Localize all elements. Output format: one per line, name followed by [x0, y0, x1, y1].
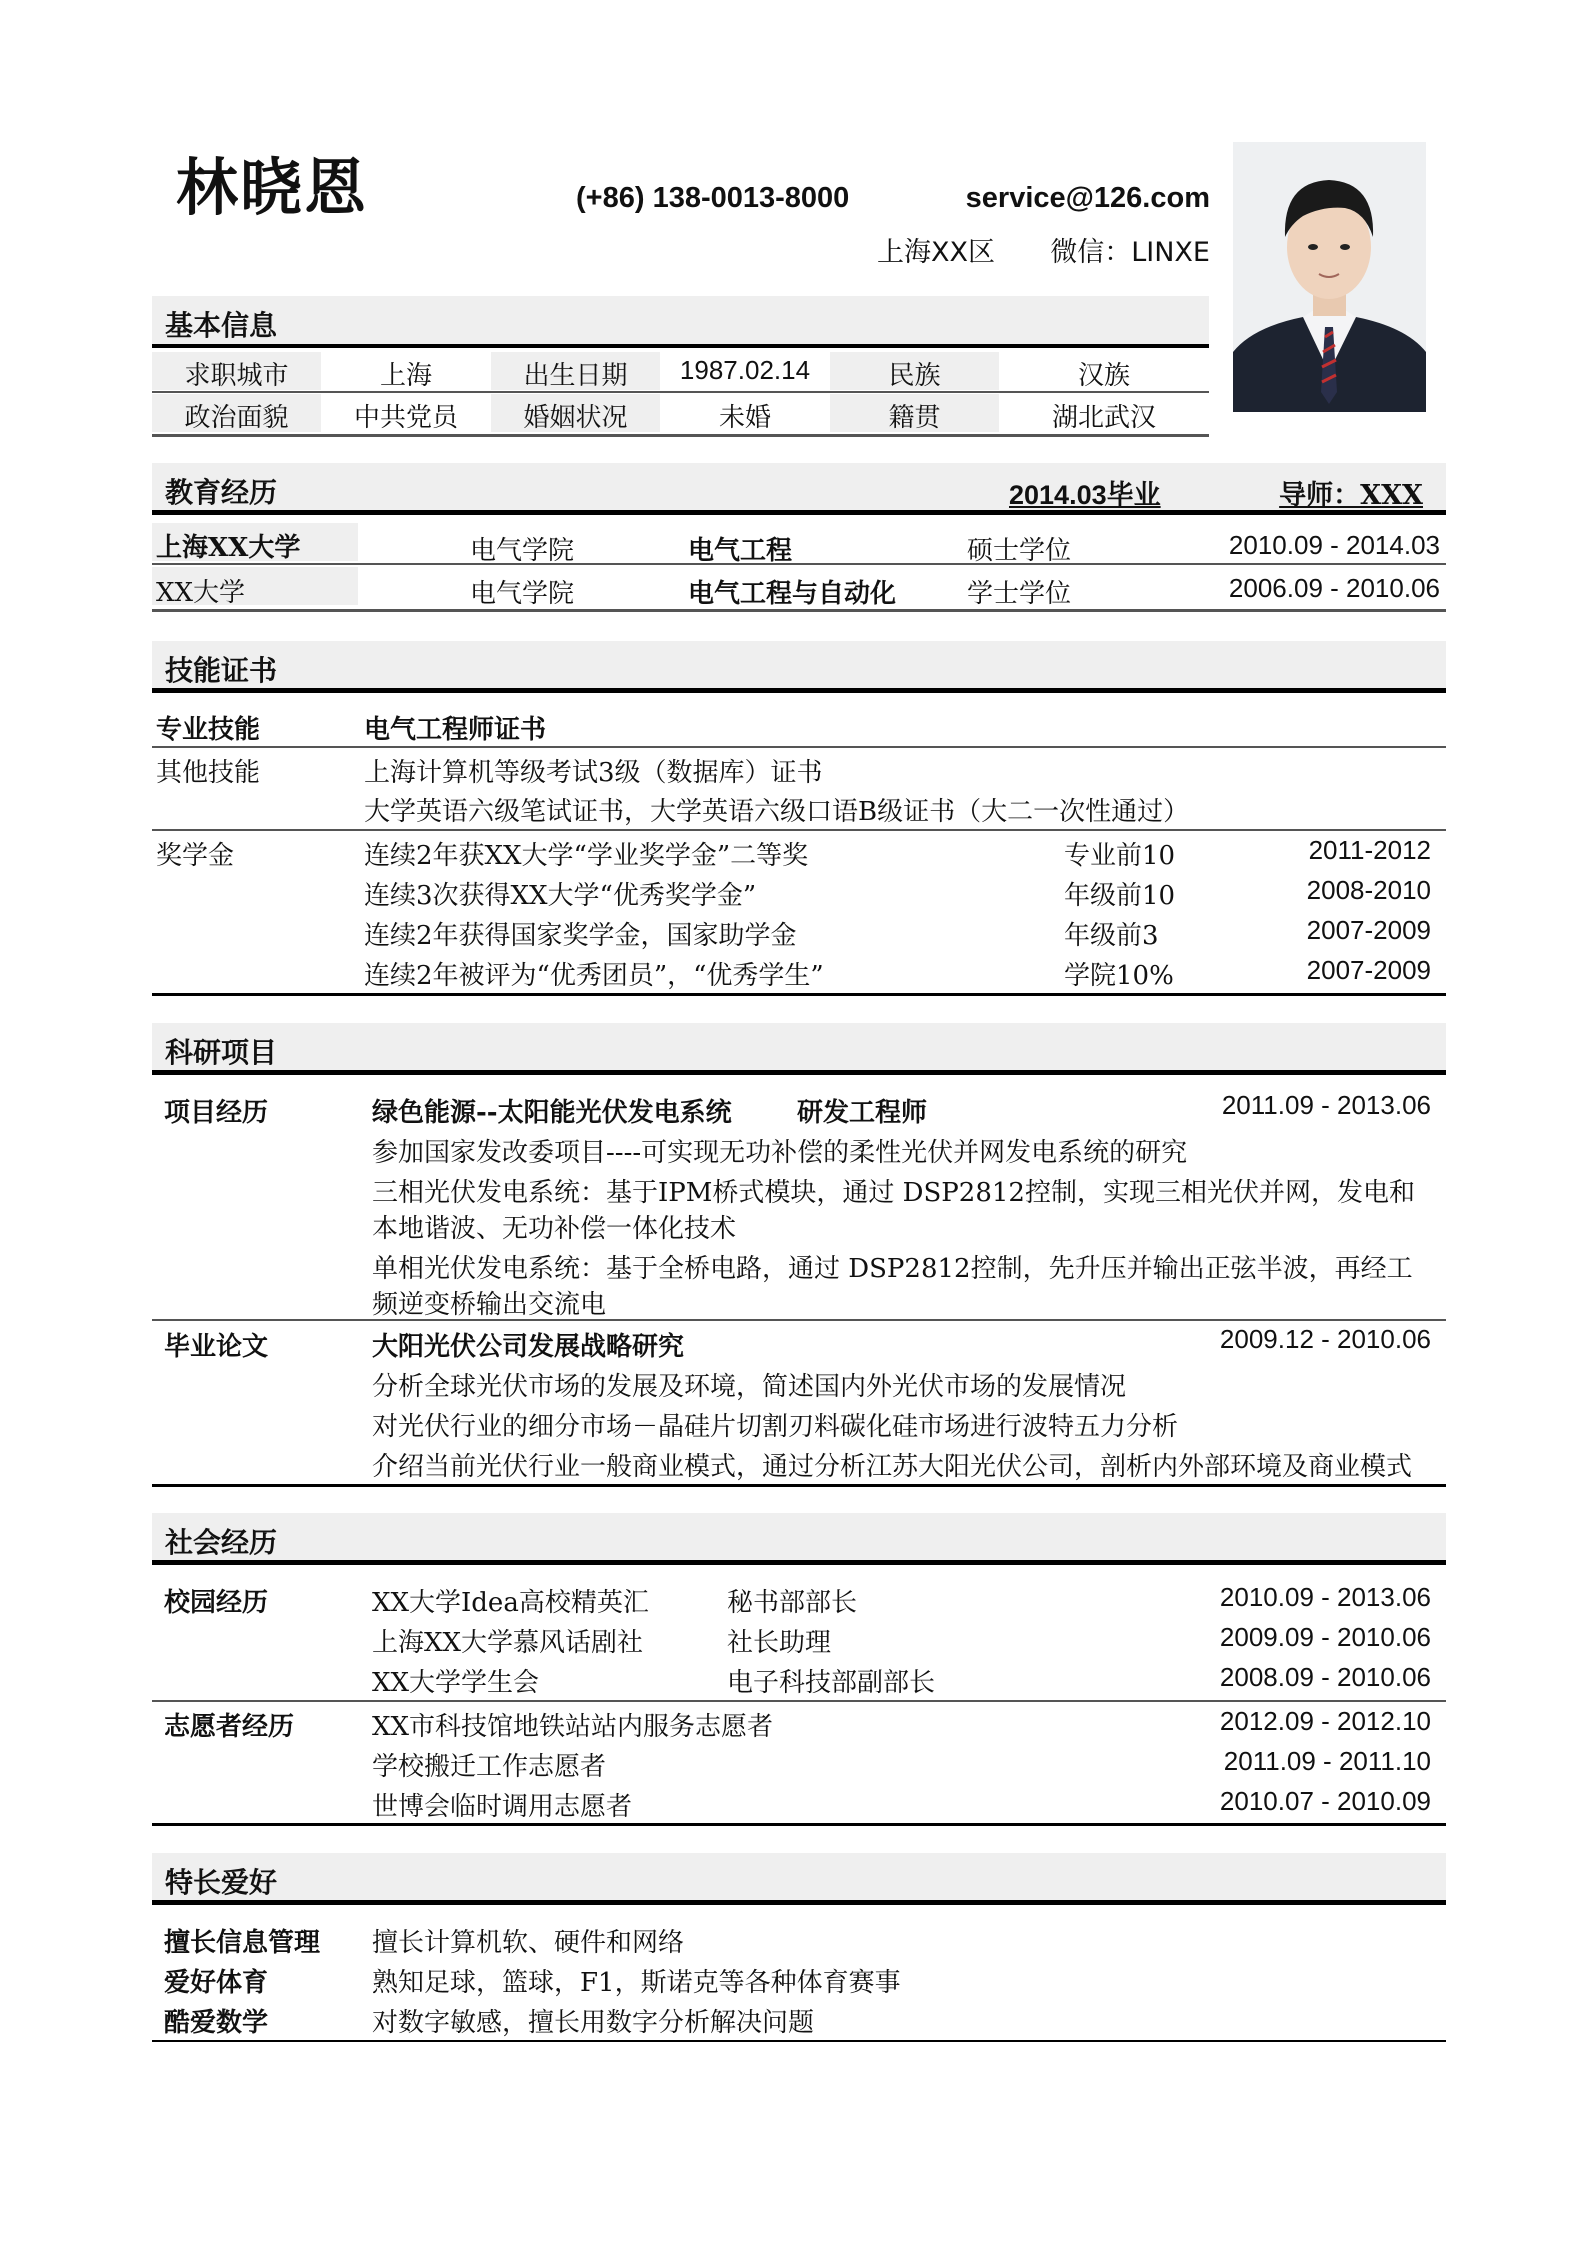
project-role: 研发工程师 [797, 1098, 928, 1128]
scholarship-desc: 连续2年获XX大学“学业奖学金”二等奖 [364, 841, 809, 871]
basic-info-header [152, 296, 1209, 348]
hobby-value: 擅长计算机软、硬件和网络 [372, 1928, 685, 1958]
edu-school: 上海XX大学 [156, 533, 301, 563]
research-header [152, 1023, 1446, 1075]
hobbies-header [152, 1853, 1446, 1905]
skill-other-item: 大学英语六级笔试证书，大学英语六级口语B级证书（大二一次性通过） [364, 797, 1190, 827]
skill-other-item: 上海计算机等级考试3级（数据库）证书 [364, 758, 823, 788]
thesis-name: 大阳光伏公司发展战略研究 [372, 1332, 685, 1362]
profile-photo [1233, 142, 1426, 412]
skills-header [152, 641, 1446, 693]
section-title: 社会经历 [165, 1526, 278, 1559]
skill-pro-value: 电气工程师证书 [364, 715, 547, 745]
basic-value-birth: 1987.02.14 [679, 355, 811, 385]
project-line: 本地谐波、无功补偿一体化技术 [372, 1214, 737, 1244]
basic-value-hometown: 湖北武汉 [1051, 403, 1156, 433]
scholarship-rank: 学院10% [1064, 961, 1174, 991]
project-name: 绿色能源--太阳能光伏发电系统 [372, 1098, 732, 1128]
candidate-name: 林晓恩 [176, 151, 369, 224]
scholarship-rank: 年级前10 [1064, 881, 1176, 911]
project-line: 单相光伏发电系统：基于全桥电路，通过 DSP2812控制，先升压并输出正弦半波，再经工 [372, 1254, 1413, 1284]
address: 上海XX区 [877, 237, 995, 268]
campus-role: 社长助理 [727, 1628, 832, 1658]
hobby-label: 擅长信息管理 [164, 1928, 321, 1958]
scholarship-years: 2008-2010 [1306, 875, 1431, 905]
campus-date: 2010.09 - 2013.06 [1219, 1582, 1431, 1612]
project-line: 三相光伏发电系统：基于IPM桥式模块，通过 DSP2812控制，实现三相光伏并网，发电和 [372, 1178, 1415, 1208]
volunteer-org: 世博会临时调用志愿者 [372, 1792, 633, 1822]
thesis-date: 2009.12 - 2010.06 [1219, 1324, 1431, 1354]
section-title: 教育经历 [165, 476, 278, 509]
edu-college: 电气学院 [470, 579, 575, 609]
scholarship-rank: 年级前3 [1064, 921, 1159, 951]
thesis-label: 毕业论文 [164, 1332, 269, 1362]
edu-major: 电气工程与自动化 [688, 579, 897, 609]
section-title: 基本信息 [165, 309, 278, 342]
project-label: 项目经历 [164, 1098, 269, 1128]
basic-label-hometown: 籍贯 [888, 403, 941, 433]
hobby-label: 爱好体育 [164, 1968, 269, 1998]
scholarship-years: 2007-2009 [1306, 955, 1431, 985]
basic-value-city: 上海 [379, 361, 432, 391]
volunteer-org: 学校搬迁工作志愿者 [372, 1752, 607, 1782]
edu-major: 电气工程 [688, 536, 793, 566]
volunteer-date: 2012.09 - 2012.10 [1219, 1706, 1431, 1736]
section-title: 技能证书 [165, 654, 278, 687]
advisor: 导师：XXX [1279, 480, 1423, 511]
hobby-value: 对数字敏感，擅长用数字分析解决问题 [372, 2008, 815, 2038]
project-line: 频逆变桥输出交流电 [372, 1290, 607, 1320]
basic-value-politics: 中共党员 [353, 403, 458, 433]
volunteer-date: 2010.07 - 2010.09 [1219, 1786, 1431, 1816]
campus-org: XX大学Idea高校精英汇 [372, 1588, 649, 1618]
thesis-line: 对光伏行业的细分市场－晶硅片切割刃料碳化硅市场进行波特五力分析 [372, 1412, 1179, 1442]
thesis-line: 介绍当前光伏行业一般商业模式，通过分析江苏大阳光伏公司，剖析内外部环境及商业模式 [372, 1452, 1413, 1482]
phone-number: (+86) 138-0013-8000 [576, 182, 850, 214]
basic-label-city: 求职城市 [184, 361, 289, 391]
volunteer-label: 志愿者经历 [164, 1712, 295, 1742]
scholarship-desc: 连续3次获得XX大学“优秀奖学金” [364, 881, 757, 911]
campus-label: 校园经历 [164, 1588, 269, 1618]
basic-label-birth: 出生日期 [523, 361, 628, 391]
basic-label-ethnicity: 民族 [888, 361, 941, 391]
edu-school: XX大学 [156, 578, 246, 608]
edu-degree: 学士学位 [967, 579, 1072, 609]
volunteer-org: XX市科技馆地铁站站内服务志愿者 [372, 1712, 774, 1742]
campus-role: 秘书部部长 [727, 1588, 858, 1618]
project-date: 2011.09 - 2013.06 [1221, 1090, 1431, 1120]
education-header [152, 463, 1446, 515]
edu-date: 2010.09 - 2014.03 [1228, 530, 1440, 560]
portrait-image [1233, 142, 1426, 412]
basic-label-marital: 婚姻状况 [523, 403, 628, 433]
scholarship-desc: 连续2年被评为“优秀团员”，“优秀学生” [364, 961, 824, 991]
email-address: service@126.com [965, 182, 1210, 214]
campus-date: 2008.09 - 2010.06 [1219, 1662, 1431, 1692]
scholarship-years: 2007-2009 [1306, 915, 1431, 945]
wechat-id: 微信：LINXE [1050, 237, 1210, 268]
scholarship-years: 2011-2012 [1308, 835, 1431, 865]
social-header [152, 1513, 1446, 1565]
hobby-label: 酷爱数学 [164, 2008, 269, 2038]
campus-date: 2009.09 - 2010.06 [1219, 1622, 1431, 1652]
scholarship-label: 奖学金 [156, 841, 235, 871]
basic-value-marital: 未婚 [718, 403, 771, 433]
edu-college: 电气学院 [470, 536, 575, 566]
basic-label-politics: 政治面貌 [184, 403, 289, 433]
campus-org: 上海XX大学慕风话剧社 [372, 1628, 644, 1658]
skill-pro-label: 专业技能 [156, 715, 261, 745]
volunteer-date: 2011.09 - 2011.10 [1223, 1746, 1431, 1776]
campus-role: 电子科技部副部长 [727, 1668, 936, 1698]
edu-date: 2006.09 - 2010.06 [1228, 573, 1440, 603]
project-line: 参加国家发改委项目----可实现无功补偿的柔性光伏并网发电系统的研究 [372, 1138, 1188, 1168]
campus-org: XX大学学生会 [372, 1668, 540, 1698]
skill-other-label: 其他技能 [156, 758, 261, 788]
edu-degree: 硕士学位 [967, 536, 1072, 566]
section-title: 特长爱好 [165, 1866, 278, 1899]
scholarship-desc: 连续2年获得国家奖学金，国家助学金 [364, 921, 797, 951]
section-title: 科研项目 [165, 1036, 278, 1069]
basic-value-ethnicity: 汉族 [1077, 361, 1130, 391]
scholarship-rank: 专业前10 [1064, 841, 1176, 871]
thesis-line: 分析全球光伏市场的发展及环境，简述国内外光伏市场的发展情况 [372, 1372, 1127, 1402]
hobby-value: 熟知足球，篮球，F1，斯诺克等各种体育赛事 [372, 1968, 901, 1998]
graduation-date: 2014.03毕业 [1009, 480, 1161, 510]
